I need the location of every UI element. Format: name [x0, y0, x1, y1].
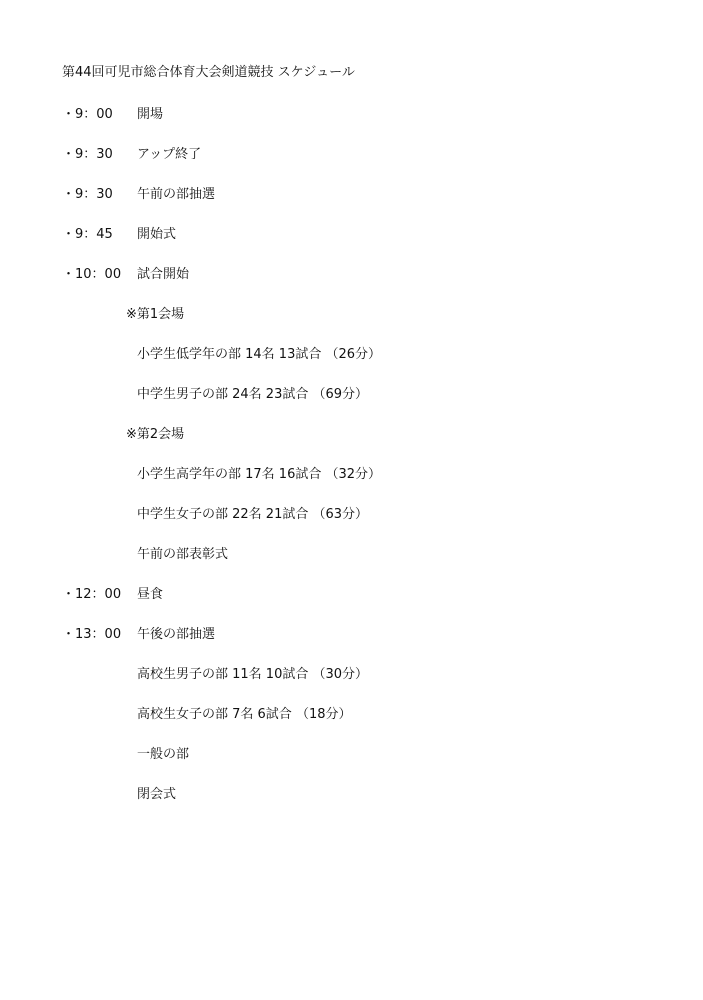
schedule-event: 午後の部抽選 — [137, 627, 216, 642]
schedule-event: 開始式 — [137, 227, 177, 242]
schedule-event: 試合開始 — [137, 267, 190, 282]
schedule-event: 午前の部抽選 — [137, 187, 216, 202]
schedule-time: ・9：30 — [62, 187, 113, 202]
schedule-time: ・9：30 — [62, 147, 113, 162]
schedule-time: ・9：45 — [62, 227, 113, 242]
schedule-event: 昼食 — [137, 587, 164, 602]
venue-2-item: 午前の部表彰式 — [137, 547, 229, 562]
page-title: 第44回可児市総合体育大会剣道競技 スケジュール — [62, 65, 355, 80]
afternoon-item: 高校生男子の部 11名 10試合 （30分） — [137, 667, 369, 682]
schedule-time: ・12：00 — [62, 587, 122, 602]
schedule-time: ・13：00 — [62, 627, 122, 642]
schedule-time: ・10：00 — [62, 267, 122, 282]
venue-2-label: ※第2会場 — [126, 427, 185, 442]
schedule-time: ・9：00 — [62, 107, 113, 122]
schedule-event: 開場 — [137, 107, 164, 122]
venue-1-label: ※第1会場 — [126, 307, 185, 322]
venue-1-item: 小学生低学年の部 14名 13試合 （26分） — [137, 347, 382, 362]
afternoon-item: 閉会式 — [137, 787, 177, 802]
afternoon-item: 高校生女子の部 7名 6試合 （18分） — [137, 707, 352, 722]
venue-1-item: 中学生男子の部 24名 23試合 （69分） — [137, 387, 369, 402]
venue-2-item: 中学生女子の部 22名 21試合 （63分） — [137, 507, 369, 522]
afternoon-item: 一般の部 — [137, 747, 190, 762]
venue-2-item: 小学生高学年の部 17名 16試合 （32分） — [137, 467, 382, 482]
schedule-event: アップ終了 — [137, 147, 202, 162]
